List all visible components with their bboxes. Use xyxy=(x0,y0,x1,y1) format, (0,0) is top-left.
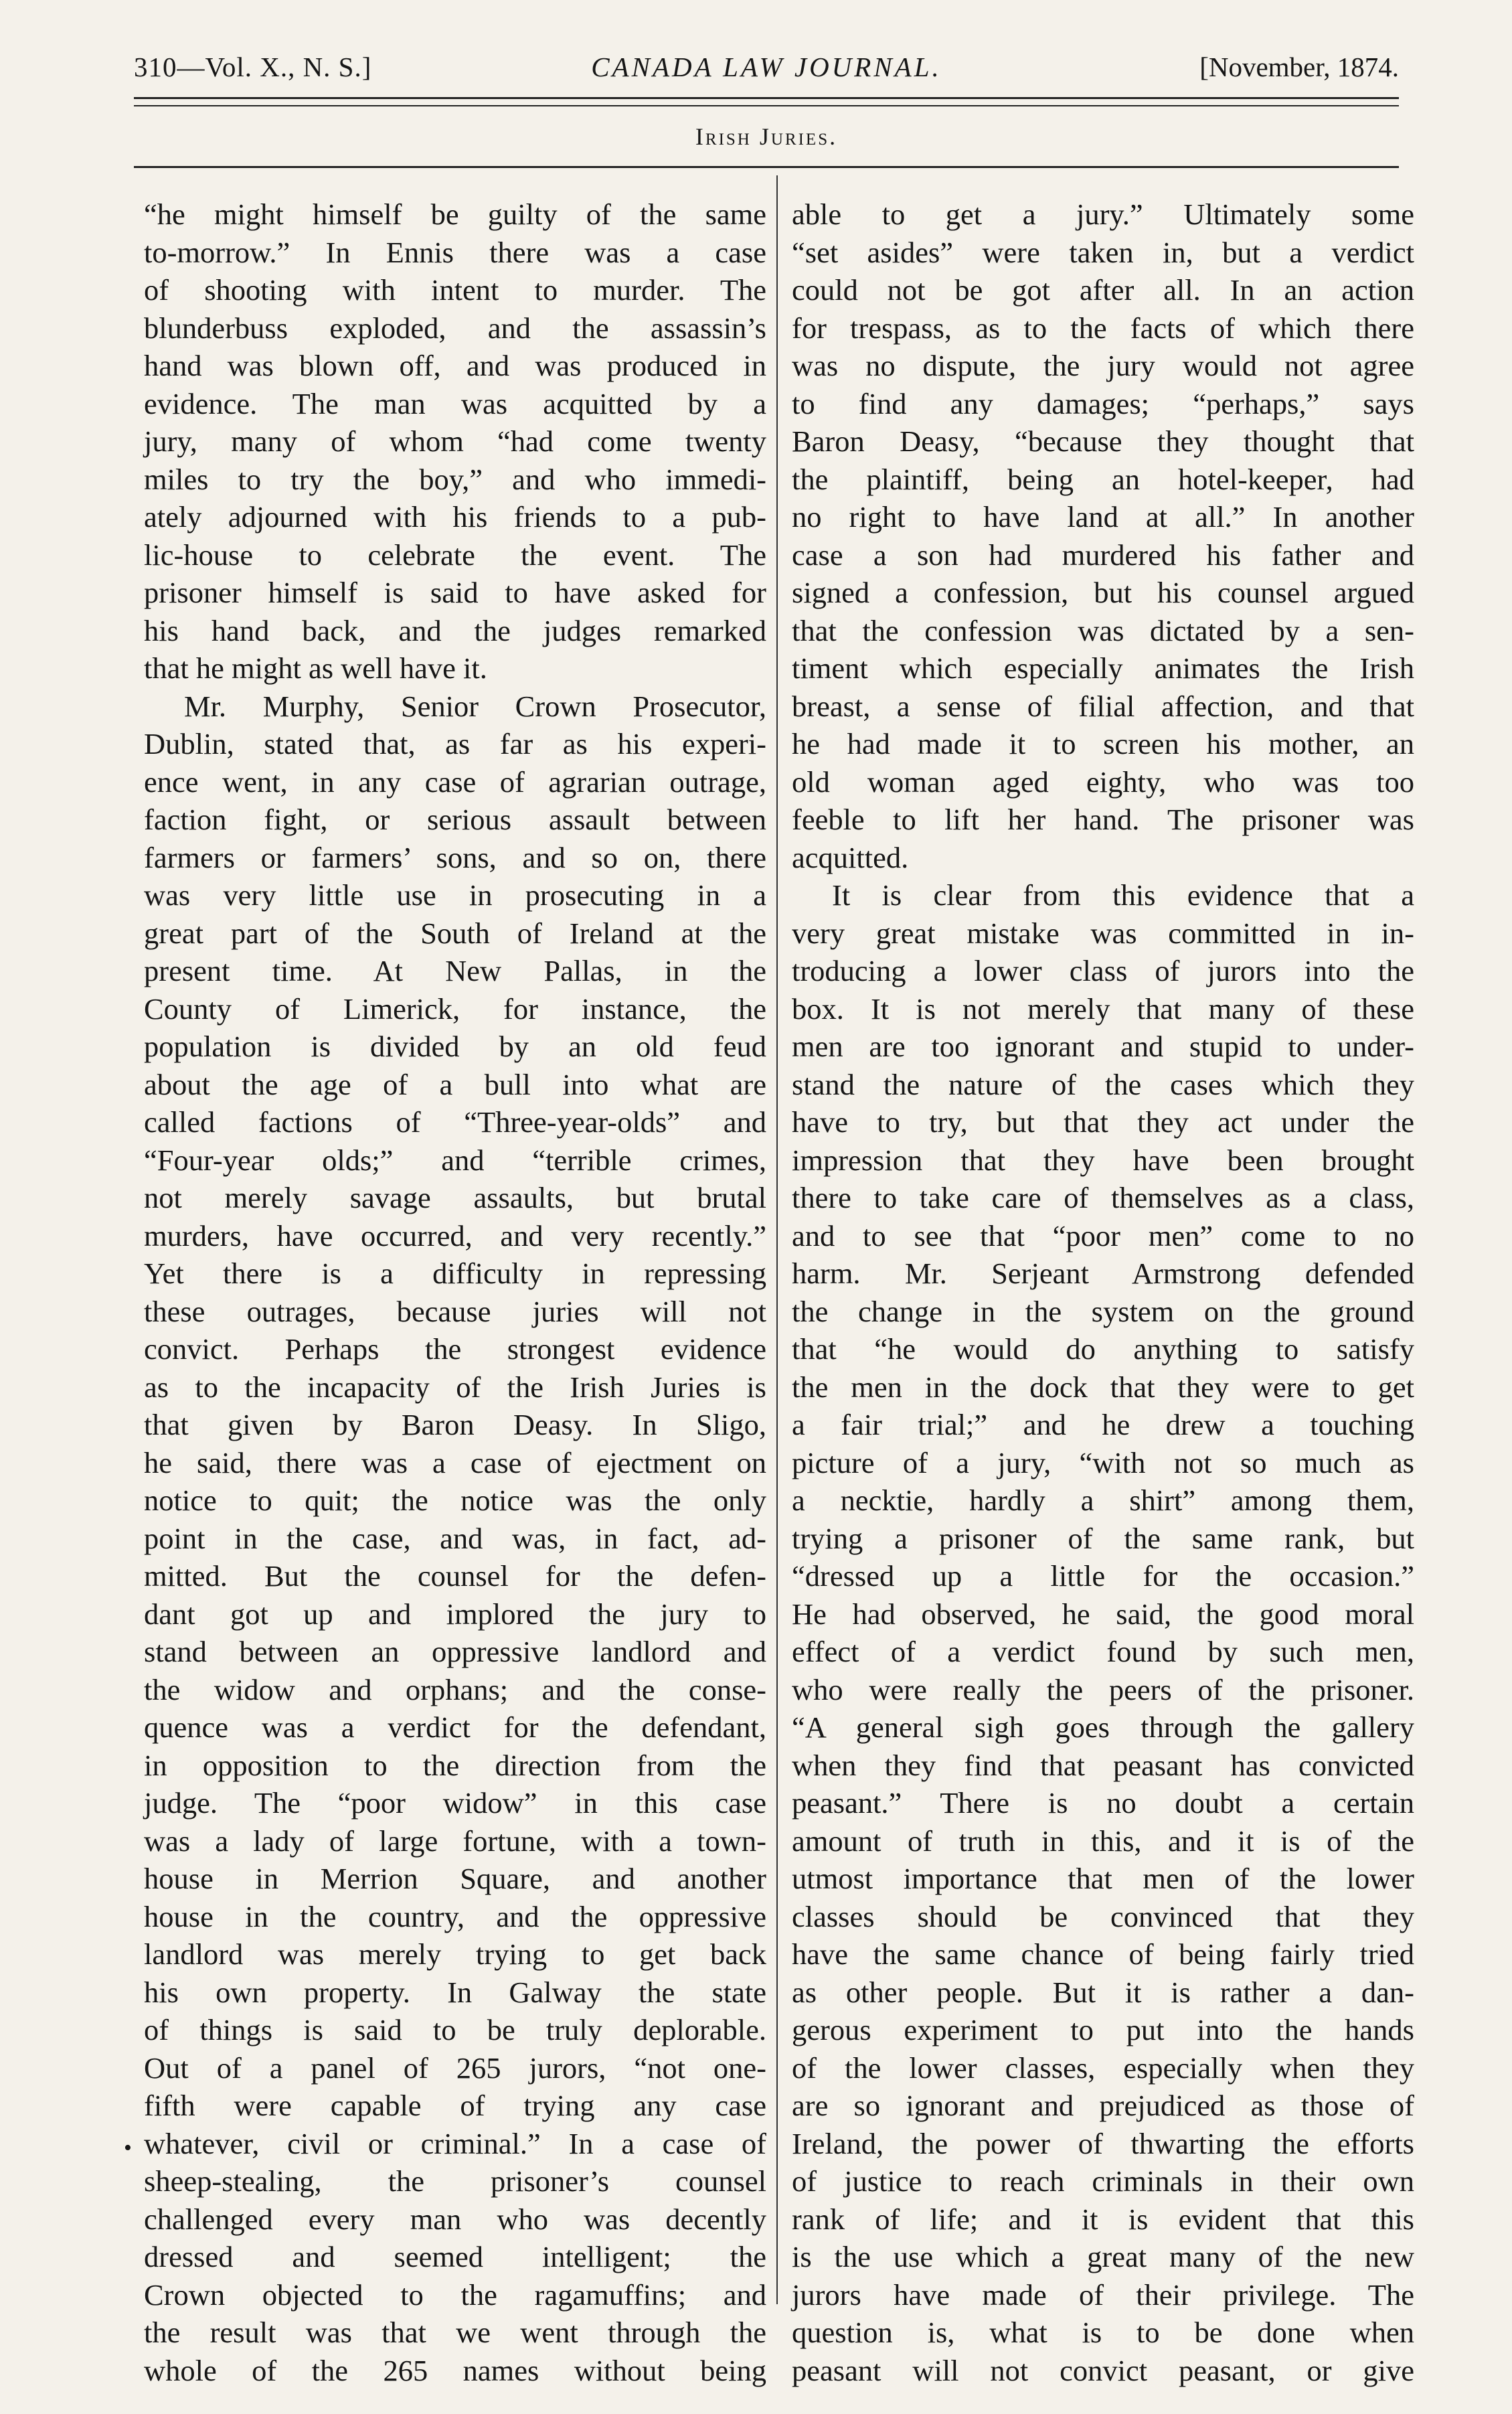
right-text-column xyxy=(792,195,1414,2389)
text-line: the result was that we went through the xyxy=(144,2316,766,2349)
text-line: blunderbuss exploded, and the assassin’s xyxy=(144,311,766,345)
page-volume-label: 310—Vol. X., N. S.] xyxy=(134,52,372,82)
section-rule xyxy=(134,166,1399,168)
text-line: the plaintiff, being an hotel-keeper, had xyxy=(792,462,1414,496)
text-line: in opposition to the direction from the xyxy=(144,1748,766,1782)
text-line: County of Limerick, for instance, the xyxy=(144,991,766,1026)
text-line: these outrages, because juries will not xyxy=(144,1294,766,1328)
text-line: harm. Mr. Serjeant Armstrong defended xyxy=(792,1257,1414,1290)
text-line: challenged every man who was decently xyxy=(144,2202,766,2236)
text-line: convict. Perhaps the strongest evidence xyxy=(144,1332,766,1366)
text-line: fifth were capable of trying any case xyxy=(144,2089,766,2122)
text-line: acquitted. xyxy=(792,840,909,874)
text-line: the men in the dock that they were to get xyxy=(792,1370,1414,1404)
text-line: for trespass, as to the facts of which there xyxy=(792,311,1414,345)
text-line: breast, a sense of filial affection, and that xyxy=(792,689,1414,723)
text-line: lic-house to celebrate the event. The xyxy=(144,538,766,572)
text-line: population is divided by an old feud xyxy=(144,1030,766,1063)
text-line: and to see that “poor men” come to no xyxy=(792,1218,1414,1253)
text-line: rank of life; and it is evident that this xyxy=(792,2202,1414,2236)
text-line: dressed and seemed intelligent; the xyxy=(144,2240,766,2273)
text-line: called factions of “Three-year-olds” and xyxy=(144,1105,766,1139)
text-line: of the lower classes, especially when they xyxy=(792,2050,1414,2085)
text-line: He had observed, he said, the good moral xyxy=(792,1597,1414,1631)
text-line: case a son had murdered his father and xyxy=(792,538,1414,572)
text-line: effect of a verdict found by such men, xyxy=(792,1635,1414,1668)
text-line: have the same chance of being fairly tried xyxy=(792,1937,1414,1971)
text-line: stand the nature of the cases which they xyxy=(792,1067,1414,1101)
header-double-rule xyxy=(134,97,1399,106)
text-line: Crown objected to the ragamuffins; and xyxy=(144,2277,766,2312)
text-line: was no dispute, the jury would not agree xyxy=(792,349,1414,382)
text-line: was very little use in prosecuting in a xyxy=(144,878,766,912)
text-line: have to try, but that they act under the xyxy=(792,1105,1414,1139)
text-line: troducing a lower class of jurors into the xyxy=(792,954,1414,987)
left-text-column xyxy=(144,195,766,2389)
text-line: as other people. But it is rather a dan- xyxy=(792,1975,1414,2009)
text-line: “Four-year olds;” and “terrible crimes, xyxy=(144,1143,766,1177)
text-line: “he might himself be guilty of the same xyxy=(144,197,766,231)
text-line: his own property. In Galway the state xyxy=(144,1975,766,2009)
text-line: utmost importance that men of the lower xyxy=(792,1862,1414,1895)
text-line: “set asides” were taken in, but a verdict xyxy=(792,235,1414,269)
text-line: able to get a jury.” Ultimately some xyxy=(792,197,1414,231)
text-line: he said, there was a case of ejectment on xyxy=(144,1445,766,1479)
text-line: a fair trial;” and he drew a touching xyxy=(792,1408,1414,1441)
text-line: very great mistake was committed in in- xyxy=(792,916,1414,950)
text-line: house in the country, and the oppressive xyxy=(144,1899,766,1933)
text-line: point in the case, and was, in fact, ad- xyxy=(144,1521,766,1555)
text-line: sheep-stealing, the prisoner’s counsel xyxy=(144,2164,766,2198)
text-line: there to take care of themselves as a class, xyxy=(792,1181,1414,1214)
text-line: as to the incapacity of the Irish Juries is xyxy=(144,1370,766,1404)
text-line: judge. The “poor widow” in this case xyxy=(144,1786,766,1820)
text-line: classes should be convinced that they xyxy=(792,1899,1414,1933)
text-line: farmers or farmers’ sons, and so on, there xyxy=(144,840,766,874)
text-line: that he might as well have it. xyxy=(144,651,487,685)
text-line: mitted. But the counsel for the defen- xyxy=(144,1559,766,1593)
text-line: question is, what is to be done when xyxy=(792,2316,1414,2349)
text-line: about the age of a bull into what are xyxy=(144,1067,766,1101)
text-line: is the use which a great many of the new xyxy=(792,2240,1414,2273)
text-line: he had made it to screen his mother, an xyxy=(792,727,1414,760)
text-line: signed a confession, but his counsel argued xyxy=(792,576,1414,609)
text-line: timent which especially animates the Irish xyxy=(792,651,1414,685)
text-line: amount of truth in this, and it is of the xyxy=(792,1824,1414,1858)
text-line: not merely savage assaults, but brutal xyxy=(144,1181,766,1214)
text-line: was a lady of large fortune, with a town- xyxy=(144,1824,766,1858)
text-line: that “he would do anything to satisfy xyxy=(792,1332,1414,1366)
column-divider xyxy=(776,175,778,2304)
section-heading: Irish Juries. xyxy=(695,123,838,150)
text-line: to-morrow.” In Ennis there was a case xyxy=(144,235,766,269)
running-head xyxy=(134,47,1399,87)
text-line: could not be got after all. In an action xyxy=(792,273,1414,307)
issue-date: [November, 1874. xyxy=(1199,52,1399,82)
text-line: whole of the 265 names without being xyxy=(144,2353,766,2387)
text-line: his hand back, and the judges remarked xyxy=(144,613,766,647)
text-line: when they find that peasant has convicted xyxy=(792,1748,1414,1782)
text-line: dant got up and implored the jury to xyxy=(144,1597,766,1631)
text-line: old woman aged eighty, who was too xyxy=(792,765,1414,799)
text-line: faction fight, or serious assault between xyxy=(144,803,766,836)
text-line: Mr. Murphy, Senior Crown Prosecutor, xyxy=(184,689,766,723)
text-line: are so ignorant and prejudiced as those of xyxy=(792,2089,1414,2122)
text-line: the widow and orphans; and the conse- xyxy=(144,1672,766,1706)
text-line: feeble to lift her hand. The prisoner was xyxy=(792,803,1414,836)
text-line: hand was blown off, and was produced in xyxy=(144,349,766,382)
text-line: Ireland, the power of thwarting the efforts xyxy=(792,2126,1414,2160)
text-line: present time. At New Pallas, in the xyxy=(144,954,766,987)
text-line: jury, many of whom “had come twenty xyxy=(144,424,766,458)
text-line: notice to quit; the notice was the only xyxy=(144,1483,766,1517)
text-line: Out of a panel of 265 jurors, “not one- xyxy=(144,2050,766,2085)
text-line: Dublin, stated that, as far as his experi- xyxy=(144,727,766,760)
margin-pointer-mark: • xyxy=(124,2136,132,2160)
text-line: impression that they have been brought xyxy=(792,1143,1414,1177)
text-line: who were really the peers of the prisoner. xyxy=(792,1672,1414,1706)
text-line: the change in the system on the ground xyxy=(792,1294,1414,1328)
text-line: whatever, civil or criminal.” In a case of xyxy=(144,2126,766,2160)
text-line: a necktie, hardly a shirt” among them, xyxy=(792,1483,1414,1517)
text-line: miles to try the boy,” and who immedi- xyxy=(144,462,766,496)
text-line: ence went, in any case of agrarian outrage, xyxy=(144,765,766,799)
text-line: jurors have made of their privilege. The xyxy=(792,2277,1414,2312)
text-line: of things is said to be truly deplorable. xyxy=(144,2013,766,2046)
text-line: murders, have occurred, and very recently.” xyxy=(144,1218,766,1253)
text-line: that given by Baron Deasy. In Sligo, xyxy=(144,1408,766,1441)
text-line: great part of the South of Ireland at the xyxy=(144,916,766,950)
text-line: “dressed up a little for the occasion.” xyxy=(792,1559,1414,1593)
text-line: no right to have land at all.” In another xyxy=(792,500,1414,534)
text-line: quence was a verdict for the defendant, xyxy=(144,1710,766,1744)
text-line: ately adjourned with his friends to a pub- xyxy=(144,500,766,534)
text-line: that the confession was dictated by a sen- xyxy=(792,613,1414,647)
text-line: peasant.” There is no doubt a certain xyxy=(792,1786,1414,1820)
text-line: picture of a jury, “with not so much as xyxy=(792,1445,1414,1479)
text-line: house in Merrion Square, and another xyxy=(144,1862,766,1895)
text-line: box. It is not merely that many of these xyxy=(792,991,1414,1026)
text-line: to find any damages; “perhaps,” says xyxy=(792,386,1414,420)
text-line: landlord was merely trying to get back xyxy=(144,1937,766,1971)
text-line: It is clear from this evidence that a xyxy=(832,878,1414,912)
text-line: Yet there is a difficulty in repressing xyxy=(144,1257,766,1290)
text-line: trying a prisoner of the same rank, but xyxy=(792,1521,1414,1555)
journal-title: CANADA LAW JOURNAL. xyxy=(591,52,942,82)
text-line: Baron Deasy, “because they thought that xyxy=(792,424,1414,458)
text-line: “A general sigh goes through the gallery xyxy=(792,1710,1414,1744)
text-line: stand between an oppressive landlord and xyxy=(144,1635,766,1668)
text-line: peasant will not convict peasant, or give xyxy=(792,2353,1414,2387)
text-line: men are too ignorant and stupid to under- xyxy=(792,1030,1414,1063)
text-line: gerous experiment to put into the hands xyxy=(792,2013,1414,2046)
text-line: of justice to reach criminals in their own xyxy=(792,2164,1414,2198)
text-line: prisoner himself is said to have asked for xyxy=(144,576,766,609)
text-line: of shooting with intent to murder. The xyxy=(144,273,766,307)
text-line: evidence. The man was acquitted by a xyxy=(144,386,766,420)
